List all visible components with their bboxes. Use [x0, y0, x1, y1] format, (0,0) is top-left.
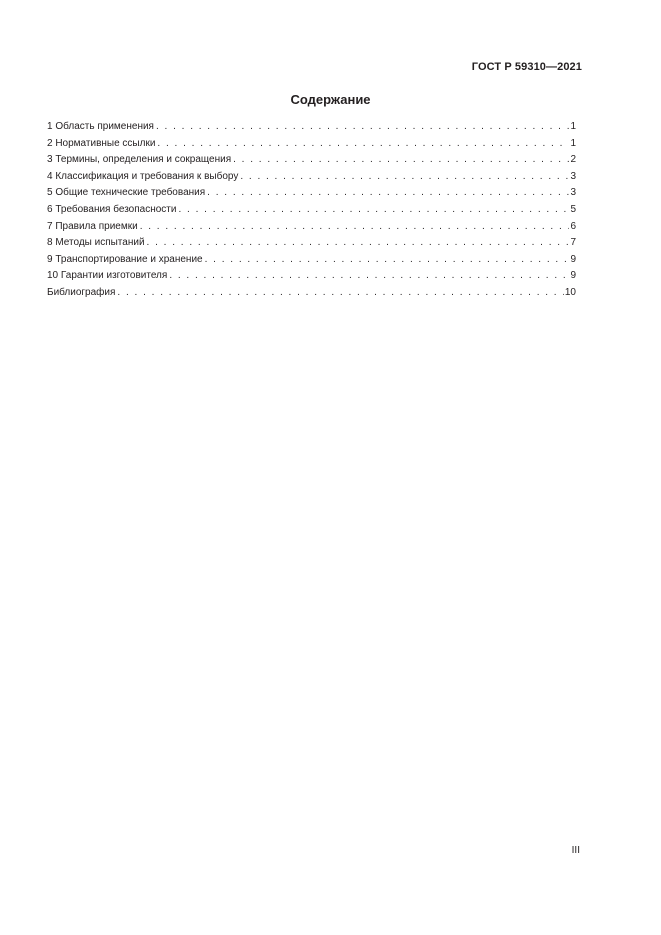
toc-entry-page: 5: [570, 203, 576, 215]
toc-leader-dots: [233, 152, 569, 169]
toc-entry[interactable]: [47, 119, 576, 136]
toc-entry[interactable]: [47, 219, 576, 236]
toc-entry[interactable]: [47, 185, 576, 202]
toc-entry-label: 2 Нормативные ссылки: [47, 137, 156, 149]
toc-leader-dots: [147, 235, 570, 252]
toc-entry-page: 7: [570, 237, 576, 249]
toc-entry-page: 9: [570, 270, 576, 282]
toc-entry[interactable]: [47, 285, 576, 302]
toc-entry[interactable]: [47, 202, 576, 219]
toc-entry[interactable]: [47, 152, 576, 169]
toc-entry-page: 6: [570, 220, 576, 232]
toc-entry-page: 3: [570, 187, 576, 199]
toc-leader-dots: [117, 285, 563, 302]
toc-entry-page: 9: [570, 253, 576, 265]
document-code: ГОСТ Р 59310—2021: [471, 61, 582, 73]
toc-entry[interactable]: [47, 252, 576, 269]
toc-leader-dots: [140, 219, 570, 236]
table-of-contents: [47, 119, 576, 302]
toc-entry-label: 3 Термины, определения и сокращения: [47, 154, 232, 166]
toc-entry-label: 9 Транспортирование и хранение: [47, 253, 203, 265]
page-number: III: [571, 845, 580, 856]
toc-leader-dots: [205, 252, 570, 269]
toc-entry-page: 1: [570, 137, 576, 149]
toc-entry-label: 6 Требования безопасности: [47, 203, 177, 215]
toc-leader-dots: [157, 136, 569, 153]
toc-leader-dots: [156, 119, 569, 136]
toc-entry[interactable]: [47, 235, 576, 252]
toc-title: Содержание: [290, 92, 371, 107]
toc-entry[interactable]: [47, 169, 576, 186]
toc-entry-page: 10: [564, 286, 576, 298]
toc-entry[interactable]: [47, 268, 576, 285]
toc-leader-dots: [178, 202, 569, 219]
toc-entry-label: 5 Общие технические требования: [47, 187, 206, 199]
toc-leader-dots: [240, 169, 569, 186]
toc-entry-page: 3: [570, 170, 576, 182]
toc-leader-dots: [169, 268, 569, 285]
toc-entry-label: Библиография: [47, 286, 116, 298]
toc-entry-page: 2: [570, 154, 576, 166]
toc-leader-dots: [207, 185, 569, 202]
toc-entry-label: 1 Область применения: [47, 121, 154, 132]
toc-entry[interactable]: [47, 136, 576, 153]
toc-entry-label: 8 Методы испытаний: [47, 237, 145, 249]
toc-entry-page: 1: [570, 121, 576, 132]
toc-entry-label: 10 Гарантии изготовителя: [47, 270, 168, 282]
toc-entry-label: 7 Правила приемки: [47, 220, 138, 232]
toc-entry-label: 4 Классификация и требования к выбору: [47, 170, 239, 182]
